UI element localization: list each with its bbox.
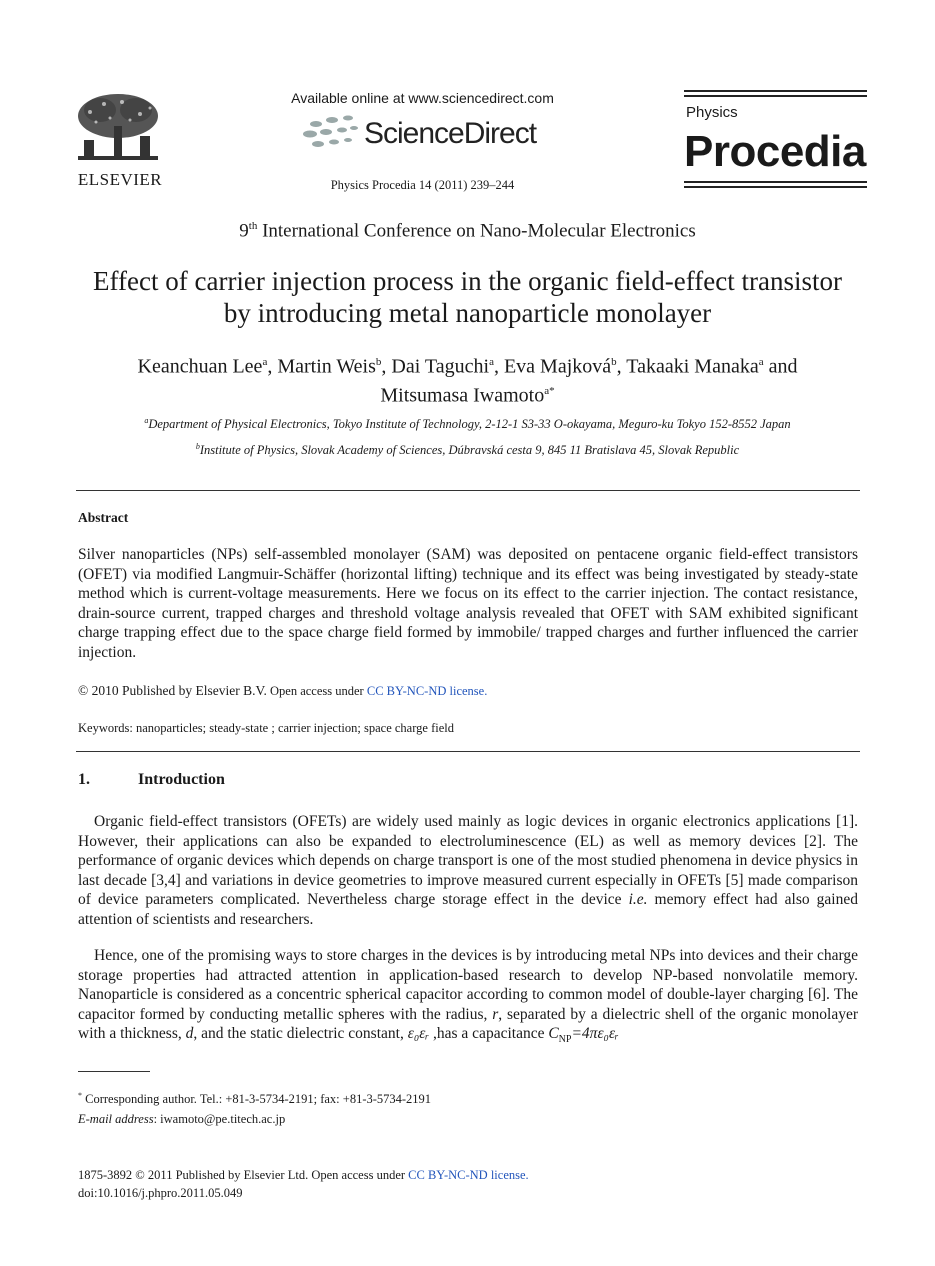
physics-procedia-logo — [684, 90, 867, 190]
open-access-text: Open access under — [308, 1168, 409, 1182]
footer-license-link[interactable]: CC BY-NC-ND license. — [408, 1168, 529, 1182]
logo-rule-top-2 — [684, 95, 867, 97]
email-note — [78, 1112, 285, 1127]
symbol-dielectric: ε₀εᵣ — [407, 1025, 430, 1042]
capacitance-formula: =4πε₀εᵣ — [571, 1025, 619, 1042]
author-name: Keanchuan Lee — [137, 355, 263, 378]
section-title: Introduction — [138, 771, 225, 788]
abstract-heading: Abstract — [78, 510, 129, 525]
affiliation-text: Institute of Physics, Slovak Academy of Sciences, Dúbravská cesta 9, 845 11 Bratislava 45, Slovak Republic — [199, 443, 740, 458]
issn-text: 1875-3892 © 2011 Published by Elsevier Ltd. — [78, 1168, 309, 1182]
affiliation-a — [60, 416, 875, 432]
author-separator: , — [381, 355, 392, 378]
author-name: Takaaki Manaka — [626, 355, 759, 378]
footnote-text: Corresponding author. Tel.: +81-3-5734-2191; fax: +81-3-5734-2191 — [82, 1092, 432, 1107]
email-address: : iwamoto@pe.titech.ac.jp — [153, 1112, 286, 1126]
logo-physics-text: Physics — [686, 104, 738, 121]
issn-line — [78, 1168, 529, 1183]
author-name: Mitsumasa Iwamoto — [380, 384, 545, 407]
symbol-radius: r — [492, 1005, 499, 1023]
affiliation-mark: b — [195, 442, 200, 451]
paragraph-text: Hence, one of the promising ways to store charges in the devices is by introducing metal NPs into devices and their charge storage properties had attracted attention in application-based research to develop NP-based nonvolatile memory. Nanoparticle is considered as a concentric spherical capacitor according to common model of double-layer charging [6]. The capacitor formed by conducting metallic spheres with the radius, — [78, 947, 858, 1023]
author-affiliation-mark: a — [758, 356, 764, 368]
author-affiliation-mark: a — [489, 356, 494, 368]
divider-bottom — [76, 751, 860, 752]
symbol-capacitance-sub: NP — [558, 1034, 572, 1046]
intro-paragraph-2 — [78, 946, 858, 1050]
email-label: E-mail address — [78, 1112, 154, 1126]
affiliation-mark: a — [144, 416, 149, 425]
author-name: Dai Taguchi — [391, 355, 490, 378]
author-name: Martin Weis — [277, 355, 376, 378]
paper-title: Effect of carrier injection process in the organic field-effect transistor by introducing metal nanoparticle monolayer — [93, 266, 842, 328]
author-affiliation-mark: b — [375, 356, 382, 368]
conference-title: International Conference on Nano-Molecular Electronics — [257, 220, 696, 242]
doi: doi:10.1016/j.phpro.2011.05.049 — [78, 1186, 243, 1200]
available-online-text: Available online at www.sciencedirect.com — [291, 90, 554, 106]
symbol-capacitance: C — [548, 1025, 559, 1042]
intro-paragraph-1 — [78, 812, 858, 929]
footnote-rule — [78, 1071, 150, 1072]
logo-procedia-text: Procedia — [684, 127, 866, 176]
journal-reference: Physics Procedia 14 (2011) 239–244 — [330, 178, 515, 192]
paragraph-text: , and the static dielectric constant, — [193, 1025, 408, 1042]
abstract-text: Silver nanoparticles (NPs) self-assembled monolayer (SAM) was deposited on pentacene organic field-effect transistors (OFET) via modified Langmuir-Schäffer (horizontal lifting) technique and its effect was being investigated by steady-state method which is current-voltage measurements. Here we focus on its effect to the carrier injection. The contact resistance, drain-source current, trapped charges and threshold voltage analysis revealed that OFET with SAM exhibited significant charge trapping effect due to the space charge field formed by immobile/ trapped charges and further influenced the carrier injection. — [78, 546, 858, 661]
keywords: Keywords: nanoparticles; steady-state ; carrier injection; space charge field — [78, 721, 455, 735]
footnote-mark: * — [78, 1091, 82, 1100]
author-separator: , — [493, 355, 504, 378]
conference-ordinal: 9 — [239, 220, 249, 242]
affiliation-b — [60, 442, 875, 458]
author-list — [80, 350, 855, 407]
elsevier-tree-logo — [70, 90, 166, 170]
paragraph-text: Organic field-effect transistors (OFETs) are widely used mainly as logic devices in organic electronics applications [1]. However, their applications can also be expanded to electroluminescence (EL) as well as memory devices [2]. The performance of organic devices which depends on charge transport is one of the most studied phenomena in device physics in last decade [3,4] and variations in device geometries to improve measured current especially in OFETs [5] made comparison of device parameters complicated. Nevertheless charge storage effect in the device — [78, 813, 858, 908]
section-number: 1. — [78, 771, 90, 788]
author-affiliation-mark: a* — [544, 384, 555, 397]
conference-ordinal-suffix: th — [248, 220, 258, 232]
license-link[interactable]: CC BY-NC-ND license. — [366, 684, 488, 698]
paragraph-text: , separated by a dielectric shell of the organic monolayer with a thickness, — [78, 1005, 858, 1042]
author-affiliation-mark: a — [262, 356, 268, 368]
sciencedirect-logo-text: ScienceDirect — [364, 117, 537, 150]
paragraph-text: memory effect had also gained attention of scientists and researchers. — [78, 891, 858, 928]
copyright-text: © 2010 Published by Elsevier B.V. — [78, 683, 267, 698]
affiliation-text: Department of Physical Electronics, Tokyo Institute of Technology, 2-12-1 S3-33 O-okayama, Meguro-ku Tokyo 152-8552 Japan — [148, 417, 791, 432]
logo-rule-top — [684, 90, 867, 92]
author-name: Eva Majková — [503, 355, 612, 378]
author-affiliation-mark: b — [611, 356, 617, 368]
publisher-name: ELSEVIER — [77, 170, 163, 189]
copyright-line — [78, 683, 487, 699]
corresponding-author-note — [78, 1091, 431, 1107]
divider-top — [76, 490, 860, 491]
symbol-thickness: d — [185, 1025, 194, 1042]
conference-name — [0, 220, 935, 242]
author-separator: , — [616, 355, 627, 378]
logo-rule-bottom — [684, 181, 867, 183]
paragraph-text: ,has a capacitance — [429, 1025, 549, 1042]
author-separator: , — [267, 355, 278, 378]
open-access-text: Open access under — [266, 684, 367, 698]
paragraph-italic: i.e. — [628, 891, 648, 908]
author-separator: and — [763, 355, 798, 378]
logo-rule-bottom-2 — [684, 186, 867, 188]
